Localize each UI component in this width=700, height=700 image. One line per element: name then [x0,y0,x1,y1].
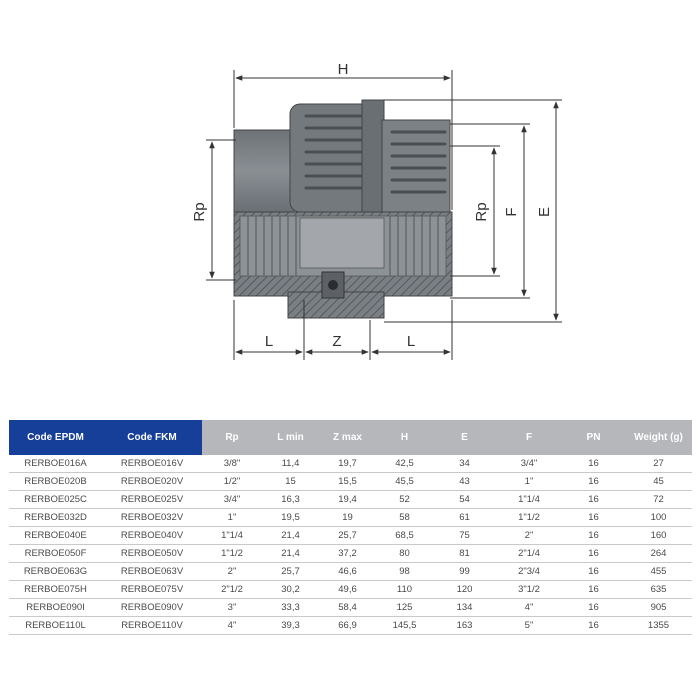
fitting-exterior [234,100,450,212]
fitting-section [234,212,452,318]
table-cell: 15 [262,473,319,491]
table-cell: 16 [562,491,625,509]
table-cell: RERBOE075H [9,581,102,599]
table-cell: 2" [496,527,562,545]
table-cell: 1"1/2 [202,545,262,563]
table-cell: 80 [376,545,433,563]
table-cell: 27 [625,455,692,473]
table-cell: 43 [433,473,496,491]
table-cell: RERBOE075V [102,581,202,599]
col-header: F [496,420,562,455]
table-cell: 100 [625,509,692,527]
table-cell: 25,7 [262,563,319,581]
table-row [9,473,692,491]
table-cell: RERBOE110L [9,617,102,635]
table-cell: 905 [625,599,692,617]
table-cell: 46,6 [319,563,376,581]
table-cell: 2" [202,563,262,581]
table-cell: 15,5 [319,473,376,491]
table-cell: 3" [202,599,262,617]
dim-rp-right-label: Rp [473,202,490,222]
col-header: H [376,420,433,455]
table-cell: 37,2 [319,545,376,563]
col-header: Weight (g) [625,420,692,455]
col-header: Code FKM [102,420,202,455]
col-header: L min [262,420,319,455]
table-cell: RERBOE110V [102,617,202,635]
table-cell: 19,5 [262,509,319,527]
table-cell: 1"1/2 [496,509,562,527]
table-cell: 1" [496,473,562,491]
table-cell: RERBOE020B [9,473,102,491]
table-cell: 34 [433,455,496,473]
table-header-row [9,420,692,455]
table-cell: 160 [625,527,692,545]
table-cell: 16 [562,509,625,527]
table-cell: 4" [496,599,562,617]
table-cell: RERBOE090V [102,599,202,617]
table-cell: 3/4" [202,491,262,509]
table-cell: 2"1/4 [496,545,562,563]
table-cell: 16 [562,617,625,635]
col-header: Code EPDM [9,420,102,455]
table-cell: 16 [562,563,625,581]
table-row [9,491,692,509]
table-cell: 3/4" [496,455,562,473]
table-cell: 99 [433,563,496,581]
spec-table [9,420,692,635]
table-cell: 125 [376,599,433,617]
table-cell: 54 [433,491,496,509]
table-cell: 2"1/2 [202,581,262,599]
table-cell: 58 [376,509,433,527]
table-cell: 75 [433,527,496,545]
table-cell: 19,4 [319,491,376,509]
table-cell: 42,5 [376,455,433,473]
table-cell: 3"1/2 [496,581,562,599]
col-header: E [433,420,496,455]
table-row [9,545,692,563]
dim-f-label: F [503,207,520,217]
table-row [9,581,692,599]
table-cell: 4" [202,617,262,635]
table-cell: 110 [376,581,433,599]
dim-rp-left-label: Rp [191,202,208,222]
table-cell: RERBOE016V [102,455,202,473]
table-cell: 264 [625,545,692,563]
table-cell: RERBOE040E [9,527,102,545]
table-cell: 25,7 [319,527,376,545]
table-cell: 635 [625,581,692,599]
table-cell: 45 [625,473,692,491]
table-row [9,563,692,581]
table-cell: 52 [376,491,433,509]
table-cell: 21,4 [262,527,319,545]
table-cell: 61 [433,509,496,527]
table-cell: RERBOE063G [9,563,102,581]
table-row [9,527,692,545]
table-cell: RERBOE016A [9,455,102,473]
table-cell: 16 [562,473,625,491]
table-cell: 1"1/4 [496,491,562,509]
table-cell: RERBOE020V [102,473,202,491]
table-cell: 19 [319,509,376,527]
table-cell: 68,5 [376,527,433,545]
col-header: Z max [319,420,376,455]
table-cell: 5" [496,617,562,635]
table-cell: 11,4 [262,455,319,473]
table-cell: 455 [625,563,692,581]
table-cell: 16 [562,545,625,563]
col-header: Rp [202,420,262,455]
table-cell: RERBOE025V [102,491,202,509]
table-cell: 45,5 [376,473,433,491]
table-cell: RERBOE063V [102,563,202,581]
table-cell: 81 [433,545,496,563]
table-cell: 98 [376,563,433,581]
table-cell: 30,2 [262,581,319,599]
table-cell: 21,4 [262,545,319,563]
table-cell: RERBOE050F [9,545,102,563]
table-cell: 19,7 [319,455,376,473]
table-cell: 16 [562,455,625,473]
table-cell: RERBOE032V [102,509,202,527]
table-cell: 33,3 [262,599,319,617]
dim-h-label: H [337,61,349,78]
table-cell: 16 [562,527,625,545]
dim-l-right-label: L [406,333,416,350]
table-cell: RERBOE025C [9,491,102,509]
table-cell: 120 [433,581,496,599]
table-row [9,509,692,527]
table-cell: 72 [625,491,692,509]
dim-l-left-label: L [264,333,274,350]
table-cell: 145,5 [376,617,433,635]
table-row [9,599,692,617]
dim-z-label: Z [332,333,342,350]
table-cell: 58,4 [319,599,376,617]
table-cell: 1355 [625,617,692,635]
table-cell: 1/2" [202,473,262,491]
table-cell: RERBOE040V [102,527,202,545]
table-cell: 3/8" [202,455,262,473]
table-cell: 1"1/4 [202,527,262,545]
col-header: PN [562,420,625,455]
table-cell: 16 [562,581,625,599]
table-cell: 134 [433,599,496,617]
table-cell: 2"3/4 [496,563,562,581]
table-body [9,455,692,635]
table-cell: RERBOE032D [9,509,102,527]
table-row [9,455,692,473]
dim-e-label: E [536,206,553,218]
table-cell: 16,3 [262,491,319,509]
table-cell: 1" [202,509,262,527]
table-row [9,617,692,635]
table-cell: 49,6 [319,581,376,599]
table-cell: 39,3 [262,617,319,635]
table-cell: RERBOE090I [9,599,102,617]
table-cell: 16 [562,599,625,617]
table-cell: 163 [433,617,496,635]
table-cell: RERBOE050V [102,545,202,563]
table-cell: 66,9 [319,617,376,635]
